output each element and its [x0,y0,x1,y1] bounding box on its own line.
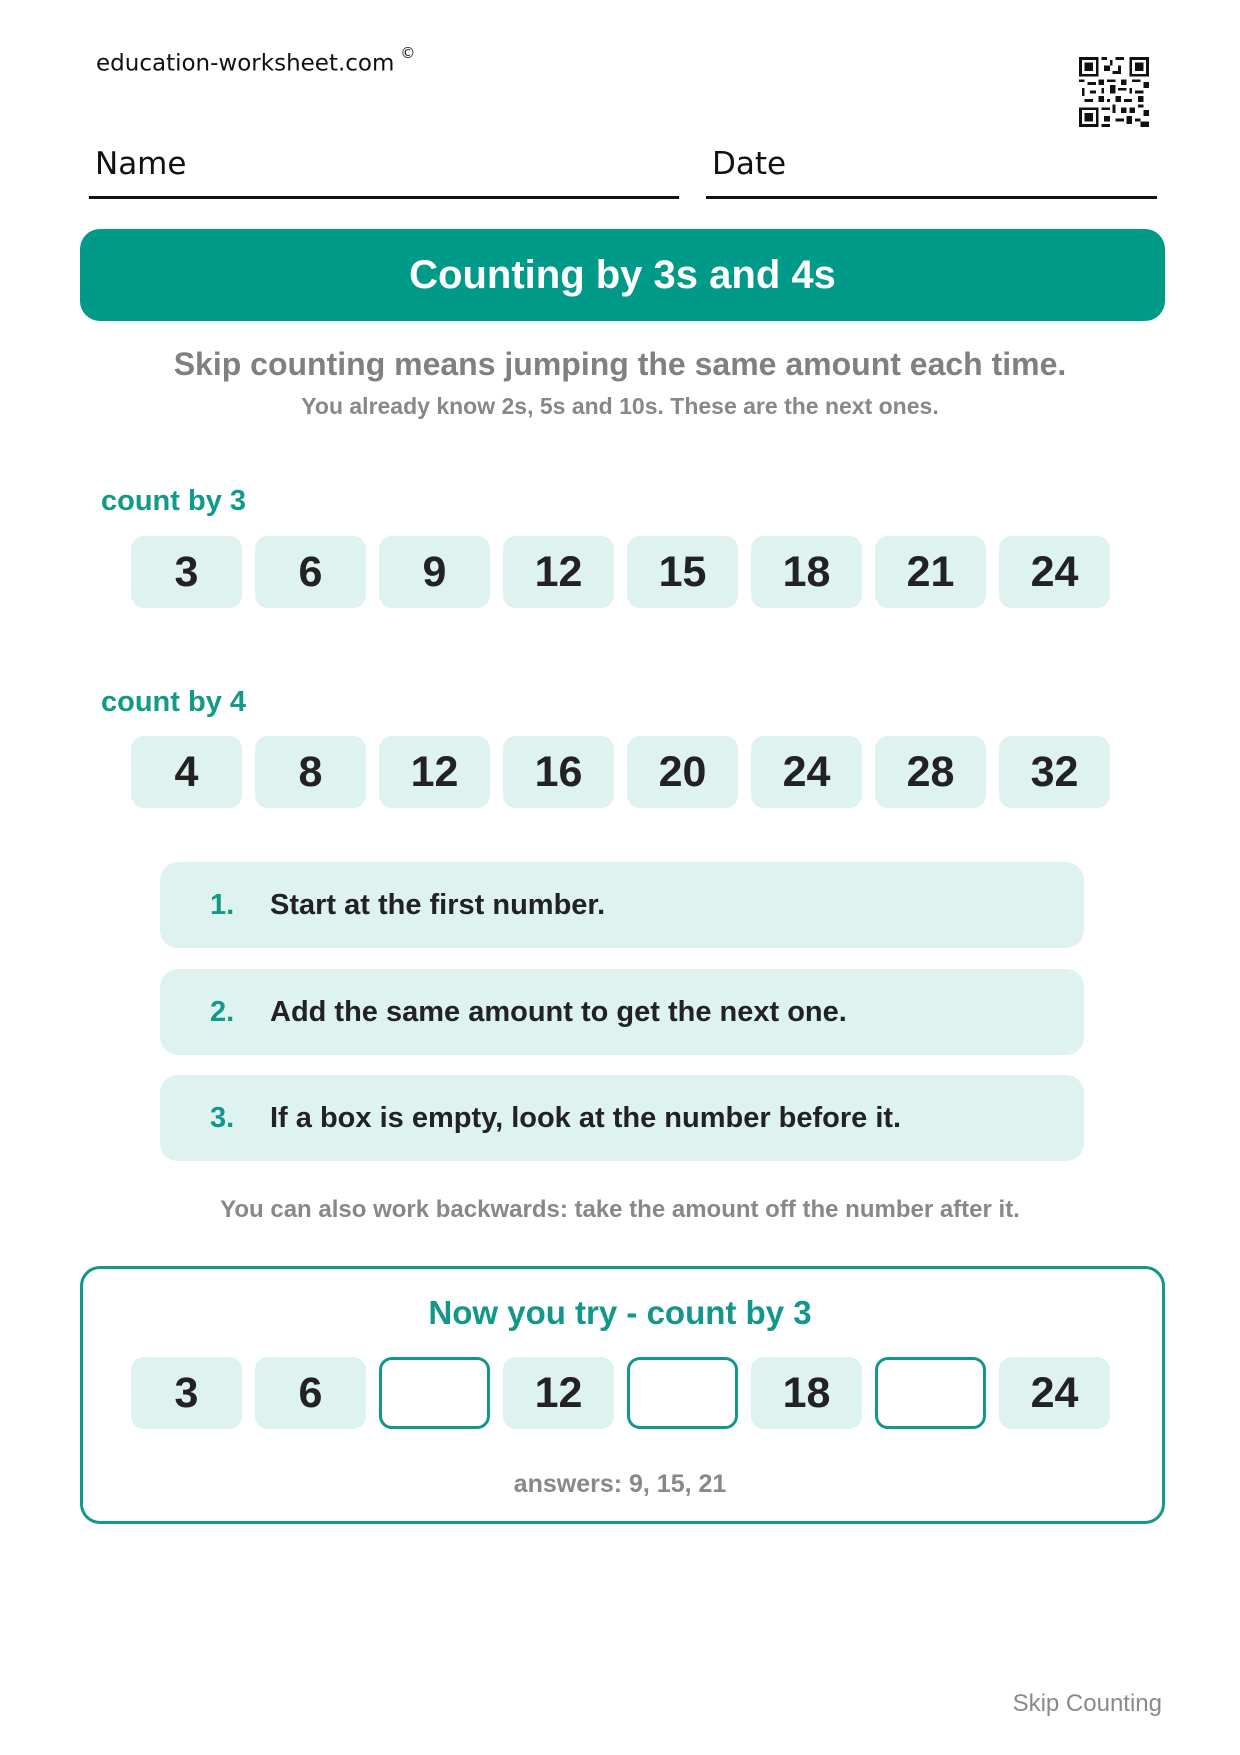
number-box: 16 [503,736,614,808]
step-card-1 [160,862,1084,948]
number-box: 3 [131,536,242,608]
step-text: If a box is empty, look at the number before it. [270,1102,902,1134]
name-field[interactable] [89,128,679,199]
date-field[interactable] [706,128,1157,199]
qr-code-icon [1079,57,1149,127]
answer-box[interactable] [627,1357,738,1429]
number-box: 24 [751,736,862,808]
count-by-3-label: count by 3 [101,485,247,517]
site-url: education-worksheet.com [96,50,395,77]
number-box: 32 [999,736,1110,808]
answer-box[interactable] [379,1357,490,1429]
number-box: 18 [751,1357,862,1429]
number-box: 21 [875,536,986,608]
number-box: 18 [751,536,862,608]
intro-subtitle: Skip counting means jumping the same amount each time. [173,346,1067,382]
number-box: 12 [503,1357,614,1429]
step-number: 1. [210,889,235,921]
title-banner [80,229,1165,321]
number-box: 4 [131,736,242,808]
number-box: 28 [875,736,986,808]
backwards-tip: You can also work backwards: take the amount off the number after it. [220,1196,1020,1223]
number-box: 6 [255,536,366,608]
intro-note: You already know 2s, 5s and 10s. These are the next ones. [301,393,939,419]
number-box: 24 [999,536,1110,608]
site-name [96,44,416,77]
step-number: 2. [210,996,235,1028]
count-by-4-label: count by 4 [101,686,247,718]
number-box: 20 [627,736,738,808]
footer-topic: Skip Counting [1012,1690,1162,1717]
answer-key: answers: 9, 15, 21 [513,1470,727,1498]
step-text: Add the same amount to get the next one. [270,996,847,1028]
copyright-symbol: © [400,44,416,62]
number-box: 15 [627,536,738,608]
number-box: 6 [255,1357,366,1429]
page-title: Counting by 3s and 4s [409,252,836,297]
number-box: 3 [131,1357,242,1429]
step-card-3 [160,1075,1084,1161]
answer-box[interactable] [875,1357,986,1429]
step-text: Start at the first number. [270,889,606,921]
number-box: 9 [379,536,490,608]
number-box: 8 [255,736,366,808]
number-box: 24 [999,1357,1110,1429]
try-it-title: Now you try - count by 3 [428,1294,812,1331]
number-box: 12 [379,736,490,808]
step-card-2 [160,969,1084,1055]
name-label: Name [95,146,187,182]
number-box: 12 [503,536,614,608]
step-number: 3. [210,1102,235,1134]
date-label: Date [712,146,787,182]
